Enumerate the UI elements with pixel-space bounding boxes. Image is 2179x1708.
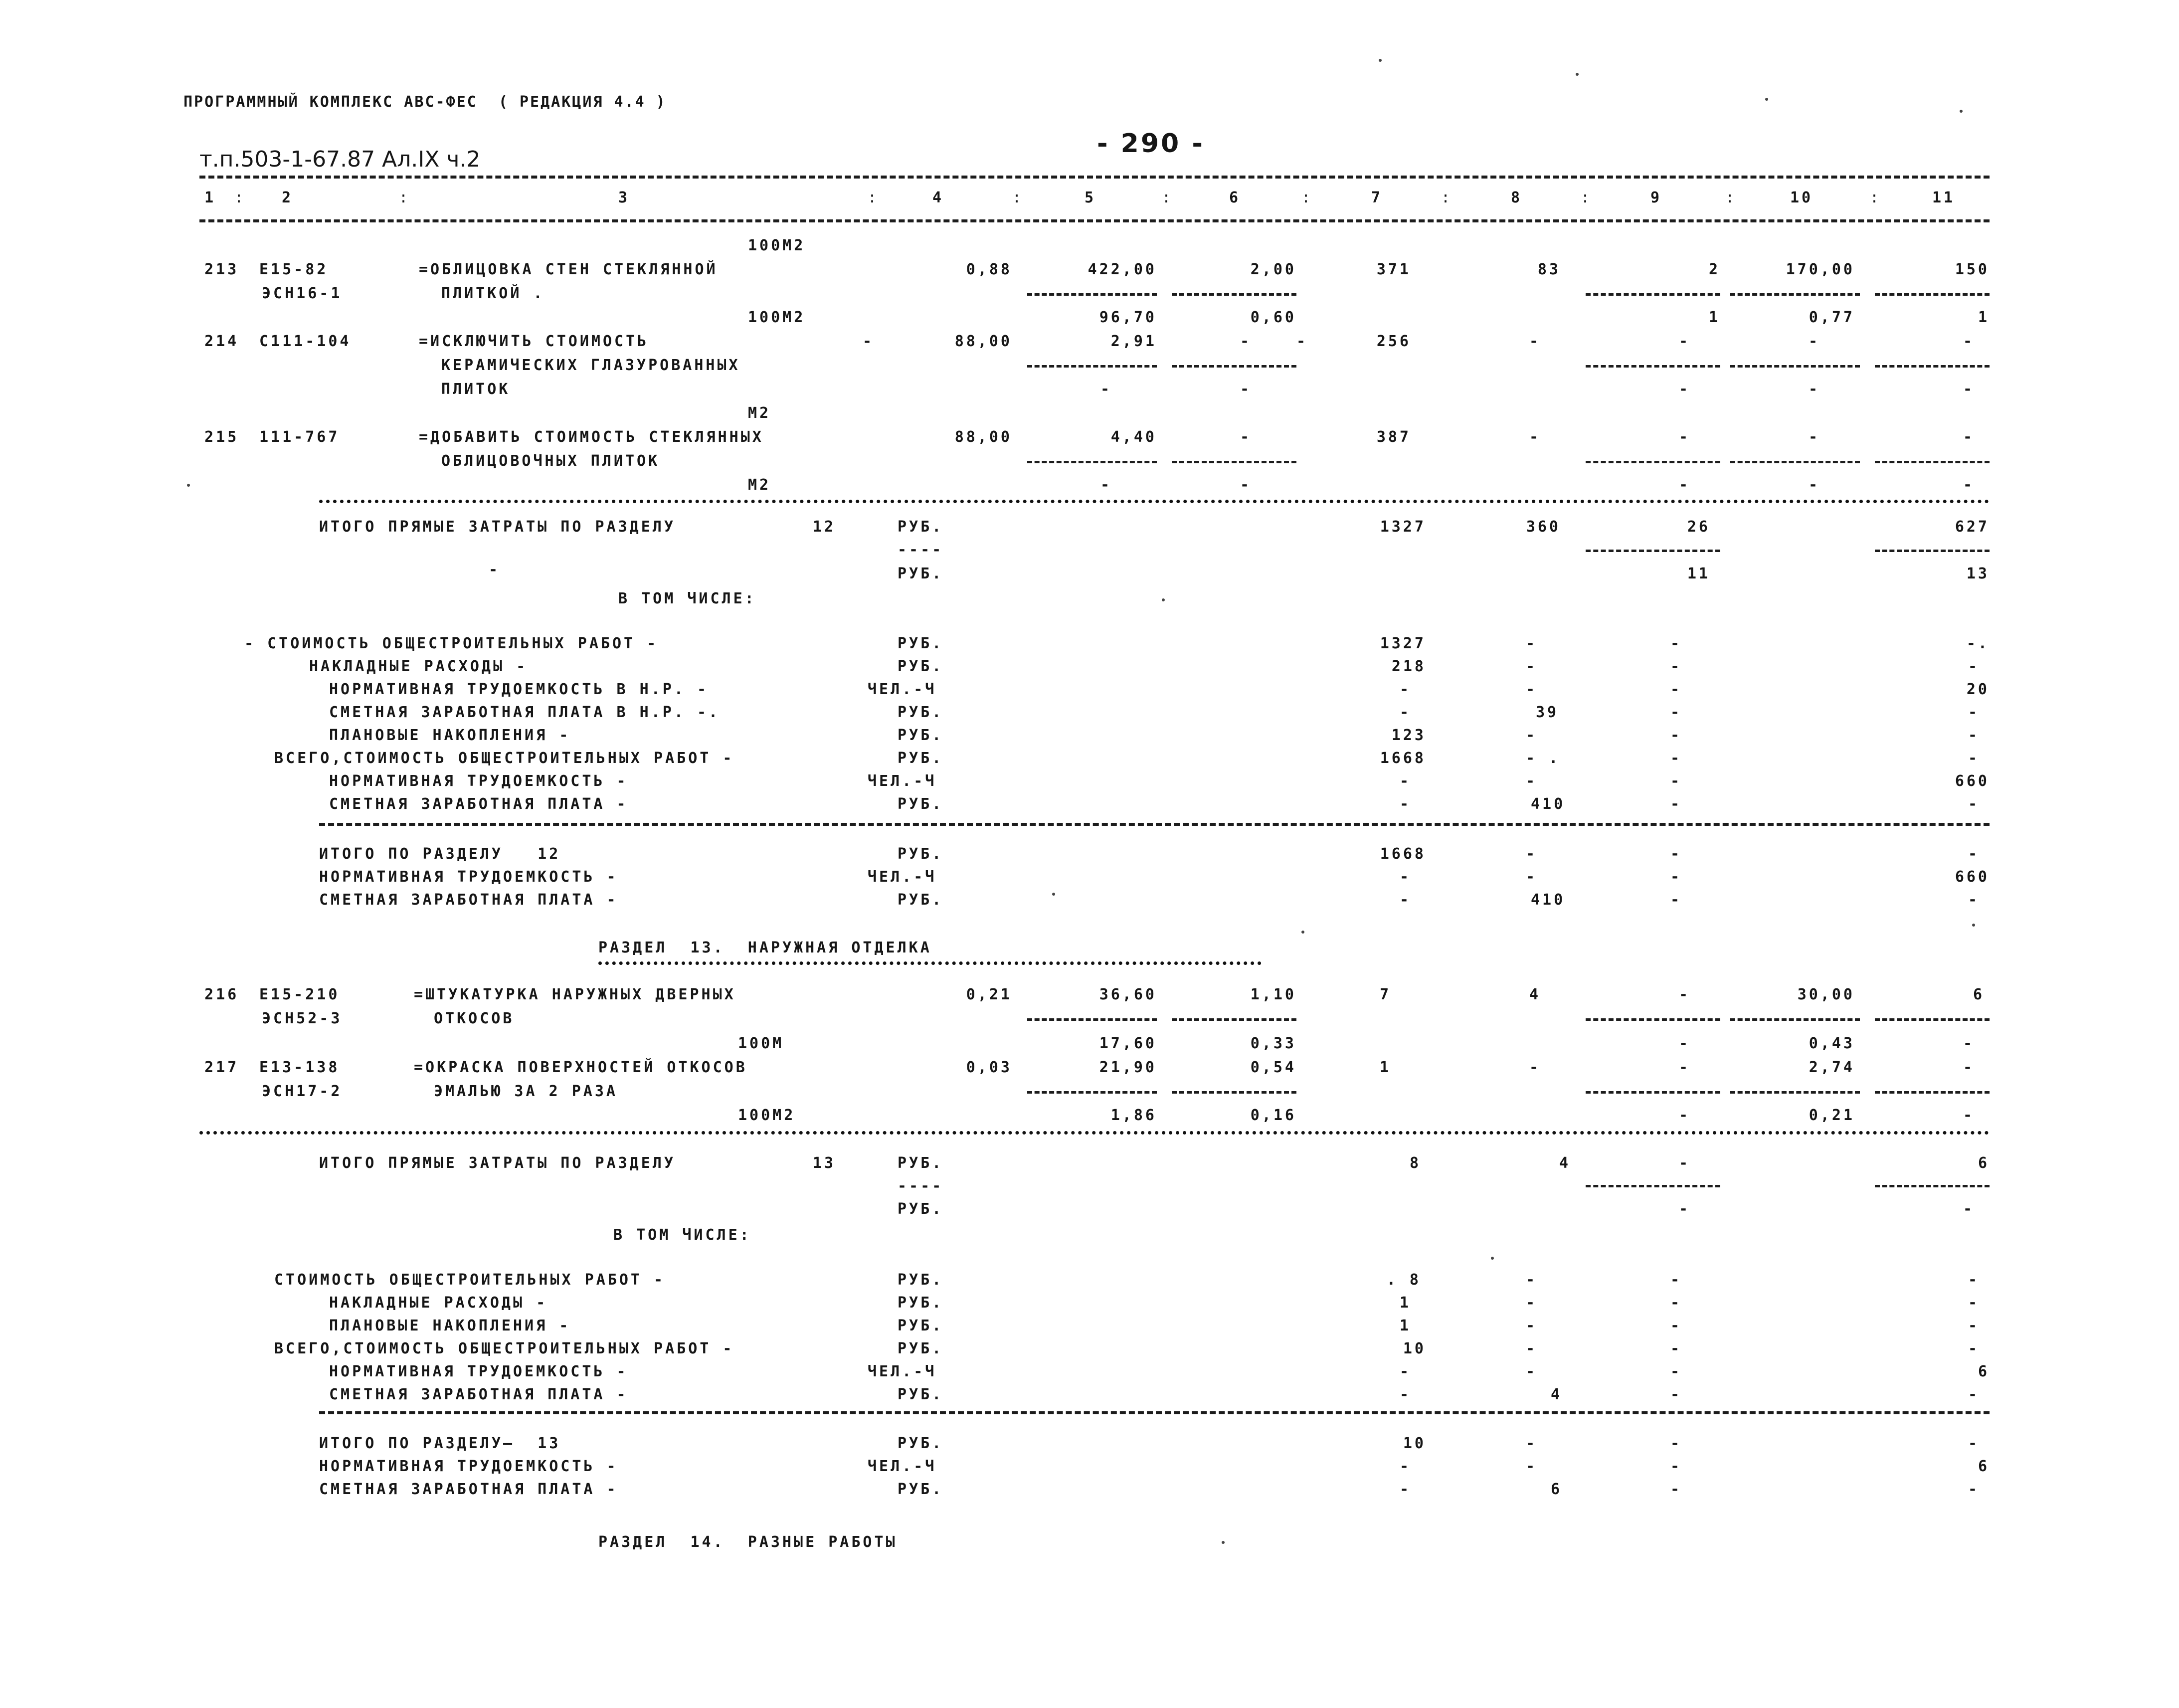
direct-section-number: 13 (813, 1154, 836, 1172)
doc-reference: т.п.503-1-67.87 Ал.IX ч.2 (199, 147, 481, 172)
breakdown-c7: - (1399, 772, 1411, 790)
item-c7: 387 (1376, 428, 1411, 446)
item-desc-line2: ЭМАЛЬЮ ЗА 2 РАЗА (434, 1083, 618, 1100)
item-number: 213 (204, 261, 239, 278)
total-unit: РУБ. (898, 891, 944, 909)
direct-unit-dash: ---- (898, 1177, 944, 1195)
item-number: 215 (204, 428, 239, 446)
breakdown-label: НОРМАТИВНАЯ ТРУДОЕМКОСТЬ - (329, 1363, 628, 1380)
breakdown-unit: РУБ. (898, 750, 944, 767)
breakdown-label: СМЕТНАЯ ЗАРАБОТНАЯ ПЛАТА В Н.Р. -. (329, 704, 721, 721)
breakdown-c9: - (1670, 772, 1682, 790)
total-unit: ЧЕЛ.-Ч (868, 868, 937, 886)
item-c9: - (1678, 986, 1690, 1003)
section-14-title: РАЗДЕЛ 14. РАЗНЫЕ РАБОТЫ (598, 1533, 898, 1551)
breakdown-c7: 1 (1399, 1317, 1411, 1334)
breakdown-c11: 6 (1978, 1363, 1990, 1380)
breakdown-c9: - (1670, 750, 1682, 767)
scan-speck (1960, 110, 1963, 113)
breakdown-c9: - (1670, 1340, 1682, 1357)
total-c9: - (1670, 1458, 1682, 1475)
breakdown-c9: - (1670, 727, 1682, 744)
breakdown-label: - СТОИМОСТЬ ОБЩЕСТРОИТЕЛЬНЫХ РАБОТ - (244, 635, 659, 652)
total-c9: - (1670, 891, 1682, 909)
breakdown-c8: 4 (1551, 1386, 1563, 1403)
item-number: 217 (204, 1059, 239, 1076)
breakdown-c7: - (1399, 1386, 1411, 1403)
breakdown-label: ПЛАНОВЫЕ НАКОПЛЕНИЯ - (329, 727, 571, 744)
direct-c11: 627 (1955, 518, 1990, 536)
breakdown-c9: - (1670, 795, 1682, 813)
total-c11: - (1968, 1435, 1980, 1452)
item-desc-line2: ОБЛИЦОВОЧНЫХ ПЛИТОК (441, 452, 660, 470)
total-c7: - (1399, 868, 1411, 886)
col-header-5: 5 (1085, 189, 1096, 206)
total-c7: - (1399, 1458, 1411, 1475)
rule-sec12-total (319, 823, 1990, 826)
breakdown-c7: - (1399, 1363, 1411, 1380)
total-c8: - (1526, 1435, 1538, 1452)
breakdown-c8: - (1526, 658, 1538, 675)
item-desc-line1: =ДОБАВИТЬ СТОИМОСТЬ СТЕКЛЯННЫХ (419, 428, 764, 446)
direct-label: ИТОГО ПРЯМЫЕ ЗАТРАТЫ ПО РАЗДЕЛУ (319, 1154, 676, 1172)
total-label: ИТОГО ПО РАЗДЕЛУ 12 (319, 845, 561, 863)
breakdown-label: СМЕТНАЯ ЗАРАБОТНАЯ ПЛАТА - (329, 1386, 628, 1403)
breakdown-unit: РУБ. (898, 1340, 944, 1357)
breakdown-c7: . 8 (1386, 1271, 1421, 1289)
breakdown-label: НАКЛАДНЫЕ РАСХОДЫ - (309, 658, 528, 675)
direct-section-number: 12 (813, 518, 836, 536)
total-c11: 660 (1955, 868, 1990, 886)
direct-unit: РУБ. (898, 1154, 944, 1172)
item-c10b: 0,43 (1809, 1035, 1855, 1052)
breakdown-c8: - (1526, 1271, 1538, 1289)
item-c5: 422,00 (1088, 261, 1157, 278)
total-c11: - (1968, 845, 1980, 863)
item-qty: 0,03 (966, 1059, 1012, 1076)
item-c6: 1,10 (1250, 986, 1296, 1003)
breakdown-c7: - (1399, 795, 1411, 813)
item-c11: 150 (1955, 261, 1990, 278)
item-c6: - (1240, 428, 1252, 446)
scan-speck (1379, 59, 1382, 62)
breakdown-c11: - (1968, 750, 1980, 767)
breakdown-c11: 20 (1966, 681, 1990, 698)
scan-speck (1972, 924, 1975, 927)
rule-top (199, 176, 1990, 179)
breakdown-c11: - (1968, 1386, 1980, 1403)
breakdown-c8: - . (1526, 750, 1561, 767)
item-c10b: 0,77 (1809, 309, 1855, 326)
total-c11: - (1968, 1481, 1980, 1498)
item-c10: 2,74 (1809, 1059, 1855, 1076)
total-label: НОРМАТИВНАЯ ТРУДОЕМКОСТЬ - (319, 1458, 618, 1475)
total-c11: - (1968, 891, 1980, 909)
second-unit: РУБ. (898, 565, 944, 582)
item-unit: 100М (738, 1035, 784, 1052)
second-c11: - (1963, 1200, 1975, 1218)
breakdown-c9: - (1670, 1386, 1682, 1403)
item-c9b: - (1678, 1107, 1690, 1124)
total-c8: - (1526, 845, 1538, 863)
total-c9: - (1670, 1481, 1682, 1498)
item-code: 111-767 (259, 428, 340, 446)
breakdown-c9: - (1670, 1271, 1682, 1289)
breakdown-c11: - (1968, 704, 1980, 721)
item-c11: - (1963, 428, 1975, 446)
breakdown-c8: - (1526, 1363, 1538, 1380)
total-c9: - (1670, 845, 1682, 863)
total-c8: 6 (1551, 1481, 1563, 1498)
col-header-10: 10 (1790, 189, 1814, 206)
direct-c7: 1327 (1380, 518, 1426, 536)
second-c9: 11 (1687, 565, 1710, 582)
item-unit: М2 (748, 404, 771, 422)
page-number: - 290 - (1097, 129, 1205, 159)
total-c9: - (1670, 868, 1682, 886)
item-unit: 100М2 (738, 1107, 796, 1124)
breakdown-label: НАКЛАДНЫЕ РАСХОДЫ - (329, 1294, 548, 1312)
breakdown-label: ПЛАНОВЫЕ НАКОПЛЕНИЯ - (329, 1317, 571, 1334)
total-c8: - (1526, 868, 1538, 886)
item-c11: 6 (1973, 986, 1985, 1003)
breakdown-c7: 1 (1399, 1294, 1411, 1312)
item-c10b: 0,21 (1809, 1107, 1855, 1124)
breakdown-c9: - (1670, 704, 1682, 721)
including-label: В ТОМ ЧИСЛЕ: (613, 1226, 751, 1244)
breakdown-c8: - (1526, 772, 1538, 790)
total-c9: - (1670, 1435, 1682, 1452)
item-c10: 30,00 (1797, 986, 1855, 1003)
breakdown-c7: 1668 (1380, 750, 1426, 767)
item-c6: - (1240, 333, 1252, 350)
col-header-3: 3 (618, 189, 630, 206)
item-c8: - (1529, 1059, 1541, 1076)
breakdown-c11: - (1968, 1271, 1980, 1289)
item-c11b: - (1963, 476, 1975, 494)
including-label: В ТОМ ЧИСЛЕ: (618, 590, 756, 607)
breakdown-unit: РУБ. (898, 1294, 944, 1312)
total-c7: - (1399, 1481, 1411, 1498)
item-c10: 170,00 (1786, 261, 1855, 278)
item-code2: ЭСН17-2 (262, 1083, 343, 1100)
breakdown-unit: РУБ. (898, 1386, 944, 1403)
item-c9: - (1678, 333, 1690, 350)
item-c11b: - (1963, 1035, 1975, 1052)
item-c9b: - (1678, 1035, 1690, 1052)
breakdown-label: СТОИМОСТЬ ОБЩЕСТРОИТЕЛЬНЫХ РАБОТ - (274, 1271, 666, 1289)
item-qty: 88,00 (954, 428, 1012, 446)
breakdown-unit: РУБ. (898, 795, 944, 813)
total-label: НОРМАТИВНАЯ ТРУДОЕМКОСТЬ - (319, 868, 618, 886)
scan-speck (1765, 98, 1768, 101)
item-code: Е13-138 (259, 1059, 340, 1076)
breakdown-c8: - (1526, 1317, 1538, 1334)
item-c8: - (1529, 428, 1541, 446)
col-header-9: 9 (1650, 189, 1662, 206)
item-unit: М2 (748, 476, 771, 494)
scan-speck (1162, 598, 1165, 601)
rule-sec13-items-end (199, 1131, 1990, 1135)
breakdown-c9: - (1670, 1294, 1682, 1312)
breakdown-c9: - (1670, 681, 1682, 698)
total-c8: - (1526, 1458, 1538, 1475)
breakdown-unit: ЧЕЛ.-Ч (868, 1363, 937, 1380)
breakdown-c7: - (1399, 681, 1411, 698)
breakdown-c9: - (1670, 658, 1682, 675)
total-c7: - (1399, 891, 1411, 909)
item-c11b: - (1963, 380, 1975, 398)
program-line: ПРОГРАММНЫЙ КОМПЛЕКС АВС-ФЕС ( РЕДАКЦИЯ 4.4 ) (183, 93, 667, 111)
breakdown-c8: - (1526, 727, 1538, 744)
breakdown-label: НОРМАТИВНАЯ ТРУДОЕМКОСТЬ - (329, 772, 628, 790)
breakdown-unit: РУБ. (898, 1317, 944, 1334)
scan-speck (187, 484, 190, 487)
item-c11: - (1963, 333, 1975, 350)
item-c11b: - (1963, 1107, 1975, 1124)
item-unit: 100М2 (748, 309, 806, 326)
breakdown-unit: РУБ. (898, 1271, 944, 1289)
breakdown-c7: 10 (1403, 1340, 1426, 1357)
item-desc-line2: КЕРАМИЧЕСКИХ ГЛАЗУРОВАННЫХ (441, 357, 740, 374)
item-c6b: 0,60 (1250, 309, 1296, 326)
item-c7: 1 (1379, 1059, 1391, 1076)
item-c9b: 1 (1708, 309, 1720, 326)
rule-items-end (319, 500, 1990, 503)
breakdown-c8: - (1526, 1294, 1538, 1312)
item-c5: 36,60 (1099, 986, 1157, 1003)
breakdown-label: СМЕТНАЯ ЗАРАБОТНАЯ ПЛАТА - (329, 795, 628, 813)
item-c7: 256 (1376, 333, 1411, 350)
breakdown-c11: -. (1966, 635, 1990, 652)
item-desc-line1: =ОКРАСКА ПОВЕРХНОСТЕЙ ОТКОСОВ (414, 1059, 747, 1076)
breakdown-c9: - (1670, 1317, 1682, 1334)
breakdown-c8: - (1526, 635, 1538, 652)
item-c10b: - (1808, 380, 1820, 398)
breakdown-c11: 660 (1955, 772, 1990, 790)
breakdown-c8: 410 (1531, 795, 1566, 813)
item-qty: 0,21 (966, 986, 1012, 1003)
item-code: Е15-82 (259, 261, 329, 278)
rule-sec13-title (598, 961, 1262, 965)
direct-c7: 8 (1409, 1154, 1421, 1172)
breakdown-unit: РУБ. (898, 658, 944, 675)
item-c11b: 1 (1978, 309, 1990, 326)
item-c5b: 1,86 (1110, 1107, 1157, 1124)
item-c5b: 17,60 (1099, 1035, 1157, 1052)
total-label: ИТОГО ПО РАЗДЕЛУ— 13 (319, 1435, 561, 1452)
item-desc-line2: ПЛИТКОЙ . (441, 285, 545, 302)
total-c8: 410 (1531, 891, 1566, 909)
scan-speck (1301, 931, 1304, 934)
second-c11: 13 (1966, 565, 1990, 582)
breakdown-c11: - (1968, 1340, 1980, 1357)
item-c5: 21,90 (1099, 1059, 1157, 1076)
item-c5: 4,40 (1110, 428, 1157, 446)
second-dash: - (489, 561, 501, 578)
item-c9b: - (1678, 476, 1690, 494)
breakdown-c11: - (1968, 727, 1980, 744)
breakdown-c11: - (1968, 658, 1980, 675)
item-c6-extra: - (1296, 333, 1308, 350)
item-c6b: 0,33 (1250, 1035, 1296, 1052)
breakdown-label: ВСЕГО,СТОИМОСТЬ ОБЩЕСТРОИТЕЛЬНЫХ РАБОТ - (274, 750, 734, 767)
item-c5b: 96,70 (1099, 309, 1157, 326)
item-c11: - (1963, 1059, 1975, 1076)
second-c9: - (1678, 1200, 1690, 1218)
item-code: С111-104 (259, 333, 352, 350)
item-number: 214 (204, 333, 239, 350)
col-header-4: 4 (932, 189, 944, 206)
item-pre-unit: 100М2 (748, 237, 806, 254)
scan-speck (1222, 1541, 1225, 1544)
col-header-8: 8 (1511, 189, 1523, 206)
item-code: Е15-210 (259, 986, 340, 1003)
breakdown-c8: 39 (1536, 704, 1559, 721)
breakdown-c7: 1327 (1380, 635, 1426, 652)
item-c6b: - (1240, 476, 1252, 494)
total-c7: 1668 (1380, 845, 1426, 863)
total-c7: 10 (1403, 1435, 1426, 1452)
item-c6b: - (1240, 380, 1252, 398)
breakdown-label: ВСЕГО,СТОИМОСТЬ ОБЩЕСТРОИТЕЛЬНЫХ РАБОТ - (274, 1340, 734, 1357)
second-unit: РУБ. (898, 1200, 944, 1218)
breakdown-unit: РУБ. (898, 635, 944, 652)
item-desc-line2: ОТКОСОВ (434, 1010, 515, 1027)
col-header-11: 11 (1932, 189, 1956, 206)
breakdown-c8: - (1526, 1340, 1538, 1357)
col-header-2: 2 (282, 189, 294, 206)
breakdown-unit: ЧЕЛ.-Ч (868, 681, 937, 698)
direct-c9: - (1678, 1154, 1690, 1172)
breakdown-unit: РУБ. (898, 704, 944, 721)
breakdown-c7: 218 (1391, 658, 1426, 675)
breakdown-c11: - (1968, 1317, 1980, 1334)
breakdown-c11: - (1968, 795, 1980, 813)
item-c10: - (1808, 428, 1820, 446)
breakdown-c7: - (1399, 704, 1411, 721)
direct-c11: 6 (1978, 1154, 1990, 1172)
scan-speck (1491, 1257, 1494, 1260)
item-c7: 371 (1376, 261, 1411, 278)
breakdown-c9: - (1670, 635, 1682, 652)
breakdown-c11: - (1968, 1294, 1980, 1312)
scan-speck (1576, 73, 1579, 76)
col-header-1: 1 (204, 189, 216, 206)
total-unit: РУБ. (898, 1481, 944, 1498)
total-unit: РУБ. (898, 1435, 944, 1452)
item-c9: - (1678, 1059, 1690, 1076)
item-qty: 88,00 (954, 333, 1012, 350)
breakdown-unit: ЧЕЛ.-Ч (868, 772, 937, 790)
item-c5: 2,91 (1110, 333, 1157, 350)
breakdown-c8: - (1526, 681, 1538, 698)
direct-c9: 26 (1687, 518, 1710, 536)
breakdown-label: НОРМАТИВНАЯ ТРУДОЕМКОСТЬ В Н.Р. - (329, 681, 709, 698)
direct-label: ИТОГО ПРЯМЫЕ ЗАТРАТЫ ПО РАЗДЕЛУ (319, 518, 676, 536)
item-c8: 4 (1529, 986, 1541, 1003)
breakdown-c9: - (1670, 1363, 1682, 1380)
item-dash: - (863, 333, 875, 350)
item-c9: 2 (1708, 261, 1720, 278)
item-c5b: - (1100, 380, 1112, 398)
section-13-title: РАЗДЕЛ 13. НАРУЖНАЯ ОТДЕЛКА (598, 939, 932, 956)
item-code2: ЭСН52-3 (262, 1010, 343, 1027)
item-qty: 0,88 (966, 261, 1012, 278)
breakdown-unit: РУБ. (898, 727, 944, 744)
item-c6b: 0,16 (1250, 1107, 1296, 1124)
item-c9: - (1678, 428, 1690, 446)
item-code2: ЭСН16-1 (262, 285, 343, 302)
direct-unit: РУБ. (898, 518, 944, 536)
item-c6: 0,54 (1250, 1059, 1296, 1076)
col-header-7: 7 (1371, 189, 1383, 206)
total-label: СМЕТНАЯ ЗАРАБОТНАЯ ПЛАТА - (319, 1481, 618, 1498)
item-c8: 83 (1537, 261, 1561, 278)
scan-speck (1052, 893, 1055, 896)
item-c9b: - (1678, 380, 1690, 398)
total-unit: РУБ. (898, 845, 944, 863)
item-c6: 2,00 (1250, 261, 1296, 278)
item-number: 216 (204, 986, 239, 1003)
col-header-6: 6 (1229, 189, 1241, 206)
item-c5b: - (1100, 476, 1112, 494)
breakdown-c7: 123 (1391, 727, 1426, 744)
item-desc-line1: =ИСКЛЮЧИТЬ СТОИМОСТЬ (419, 333, 649, 350)
item-c10: - (1808, 333, 1820, 350)
item-c7: 7 (1379, 986, 1391, 1003)
item-desc-line1: =ШТУКАТУРКА НАРУЖНЫХ ДВЕРНЫХ (414, 986, 736, 1003)
direct-c8: 4 (1559, 1154, 1571, 1172)
item-c8: - (1529, 333, 1541, 350)
total-label: СМЕТНАЯ ЗАРАБОТНАЯ ПЛАТА - (319, 891, 618, 909)
direct-unit-dash: ---- (898, 541, 944, 559)
rule-sec13-total (319, 1411, 1990, 1414)
rule-header-bottom (199, 219, 1990, 222)
total-unit: ЧЕЛ.-Ч (868, 1458, 937, 1475)
direct-c8: 360 (1526, 518, 1561, 536)
total-c11: 6 (1978, 1458, 1990, 1475)
item-desc-line1: =ОБЛИЦОВКА СТЕН СТЕКЛЯННОЙ (419, 261, 718, 278)
item-desc-line3: ПЛИТОК (441, 380, 511, 398)
item-c10b: - (1808, 476, 1820, 494)
